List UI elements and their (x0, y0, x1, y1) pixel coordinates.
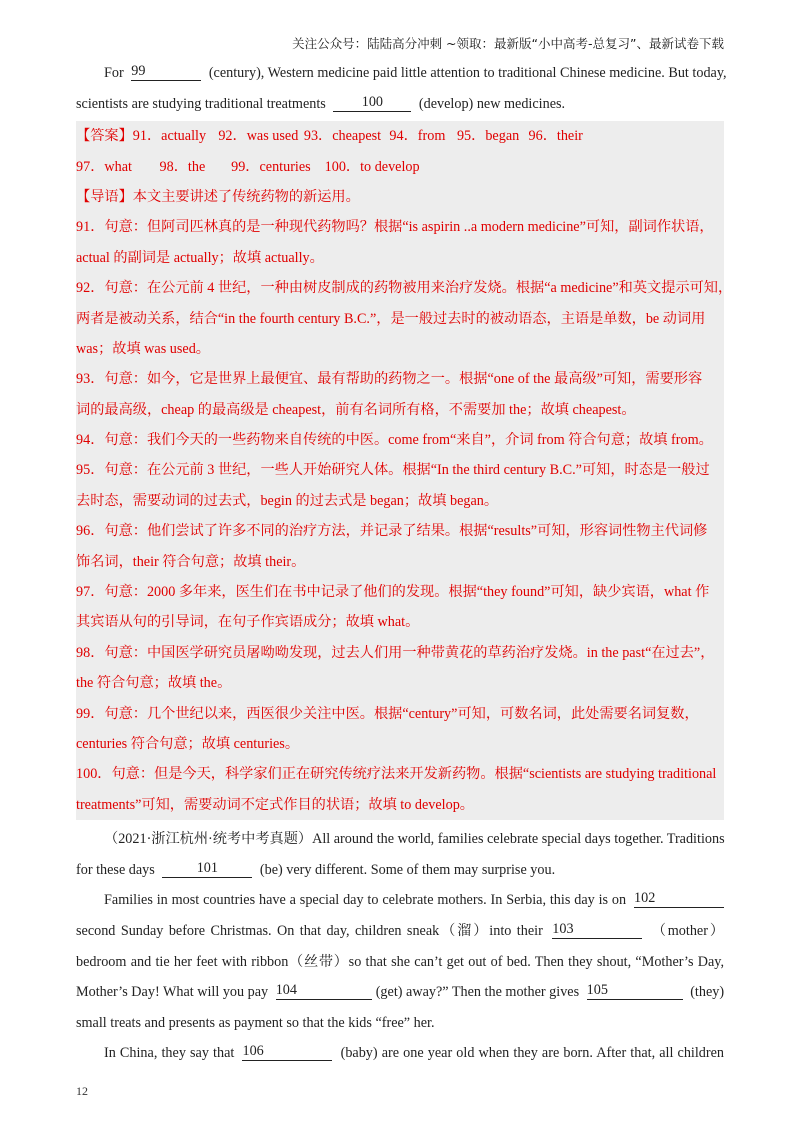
blank-102: 102 (634, 889, 724, 908)
passage-line: （2021·浙江杭州·统考中考真题）All around the world, families celebrate special days together. Traditions (104, 831, 725, 848)
explanation-line: 93．句意：如今，它是世界上最便宜、最有帮助的药物之一。根据“one of the 最高级”可知，需要形容 (76, 371, 703, 388)
answer-row (76, 121, 724, 151)
passage-line: second Sunday before Christmas. On that day, children sneak（溜）into their 103 （mother） (76, 920, 725, 939)
answer-section (76, 121, 733, 820)
page-header: 关注公众号：陆陆高分冲刺 ~领取：最新版“小中高考-总复习”、最新试卷下载 (292, 36, 724, 51)
explanation-line: 99．句意：几个世纪以来，西医很少关注中医。根据“century”可知，可数名词，此处需要名词复数， (76, 705, 699, 722)
explanation-line: 饰名词，their 符合句意；故填 their。 (76, 553, 306, 570)
answer-item: 97．what (76, 158, 132, 175)
explanation-line: centuries 符合句意；故填 centuries。 (76, 736, 300, 752)
explanation-line: 两者是被动关系，结合“in the fourth century B.C.”，是一般过去时的被动语态，主语是单数，be 动词用 (76, 310, 706, 327)
answer-item: 99．centuries (231, 158, 311, 175)
answer-label: 【答案】 (76, 128, 133, 145)
explanation-line: was；故填 was used。 (76, 340, 210, 357)
passage-line: Families in most countries have a special day to celebrate mothers. In Serbia, this day is on 102 (76, 885, 724, 916)
explanation-line: 97．句意：2000 多年来，医生们在书中记录了他们的发现。根据“they found”可知，缺少宾语，what 作 (76, 584, 710, 601)
explanation-line: treatments”可知，需要动词不定式作目的状语；故填 to develop。 (76, 796, 474, 813)
answer-item: 98．the (159, 158, 206, 175)
answer-item: 96．their (528, 128, 583, 145)
explanation-line: 去时态，需要动词的过去式，begin 的过去式是 began；故填 began。 (76, 492, 499, 509)
explanation-line: 92．句意：在公元前 4 世纪，一种由树皮制成的药物被用来治疗发烧。根据“a medicine”和英文提示可知， (76, 280, 733, 297)
explanation-line: 91．句意：但阿司匹林真的是一种现代药物吗？根据“is aspirin ..a modern medicine”可知，副词作状语， (76, 219, 714, 236)
explanation-line: 98．句意：中国医学研究员屠呦呦发现，过去人们用一种带黄花的草药治疗发烧。in the past“在过去”， (76, 644, 715, 661)
passage-line: small treats and presents as payment so that the kids “free” her. (76, 1014, 435, 1031)
answer-row (76, 152, 724, 182)
blank-100: 100 (333, 93, 411, 112)
page-number: 12 (76, 1084, 88, 1098)
answer-item: 93．cheapest (303, 128, 382, 145)
passage-line: bedroom and tie her feet with ribbon（丝带）so that she can’t get out of bed. Then they shout, “Mother’s Day, (76, 953, 724, 970)
explanation-line: 其宾语从句的引导词，在句子作宾语成分；故填 what。 (76, 614, 420, 631)
document-body (76, 58, 733, 1069)
explanation-line: 词的最高级，cheap 的最高级是 cheapest，前有名词所有格，不需要加 the；故填 cheapest。 (76, 401, 636, 418)
explanation-line: 96．句意：他们尝试了许多不同的治疗方法，并记录了结果。根据“results”可知，形容词性物主代词修 (76, 523, 708, 540)
blank-106: 106 (242, 1042, 332, 1061)
passage-line: for these days 101 (be) very different. Some of them may surprise you. (76, 859, 556, 878)
passage-line: For 99 (century), Western medicine paid little attention to traditional Chinese medicine. But today, (104, 63, 727, 81)
answer-item: 92．was used (218, 128, 299, 145)
passage-line: Mother’s Day! What will you pay 104 (get) away?” Then the mother gives 105 (they) (76, 982, 725, 1001)
blank-101: 101 (162, 859, 252, 878)
answer-item: 100．to develop (324, 158, 420, 175)
passage-line: In China, they say that 106 (baby) are one year old when they are born. After that, all children (104, 1043, 725, 1062)
explanation-line: 95．句意：在公元前 3 世纪，一些人开始研究人体。根据“In the third century B.C.”可知，时态是一般过 (76, 462, 710, 479)
explanation-line: 100．句意：但是今天，科学家们正在研究传统疗法来开发新药物。根据“scientists are studying traditional (76, 766, 717, 783)
answer-item: 95．began (456, 128, 520, 145)
passage-line: scientists are studying traditional treatments 100 (develop) new medicines. (76, 93, 566, 112)
answer-item: 94．from (389, 128, 446, 145)
explanation-line: 94．句意：我们今天的一些药物来自传统的中医。come from“来自”，介词 from 符合句意；故填 from。 (76, 432, 713, 449)
answer-guide: 【导语】本文主要讲述了传统药物的新运用。 (76, 188, 360, 205)
explanation-line: the 符合句意；故填 the。 (76, 675, 232, 692)
blank-103: 103 (552, 920, 642, 939)
answer-item: 91．actually (132, 128, 207, 145)
explanation-line: actual 的副词是 actually；故填 actually。 (76, 249, 324, 266)
blank-105: 105 (587, 981, 683, 1000)
blank-104: 104 (276, 981, 372, 1000)
blank-99: 99 (131, 62, 201, 81)
